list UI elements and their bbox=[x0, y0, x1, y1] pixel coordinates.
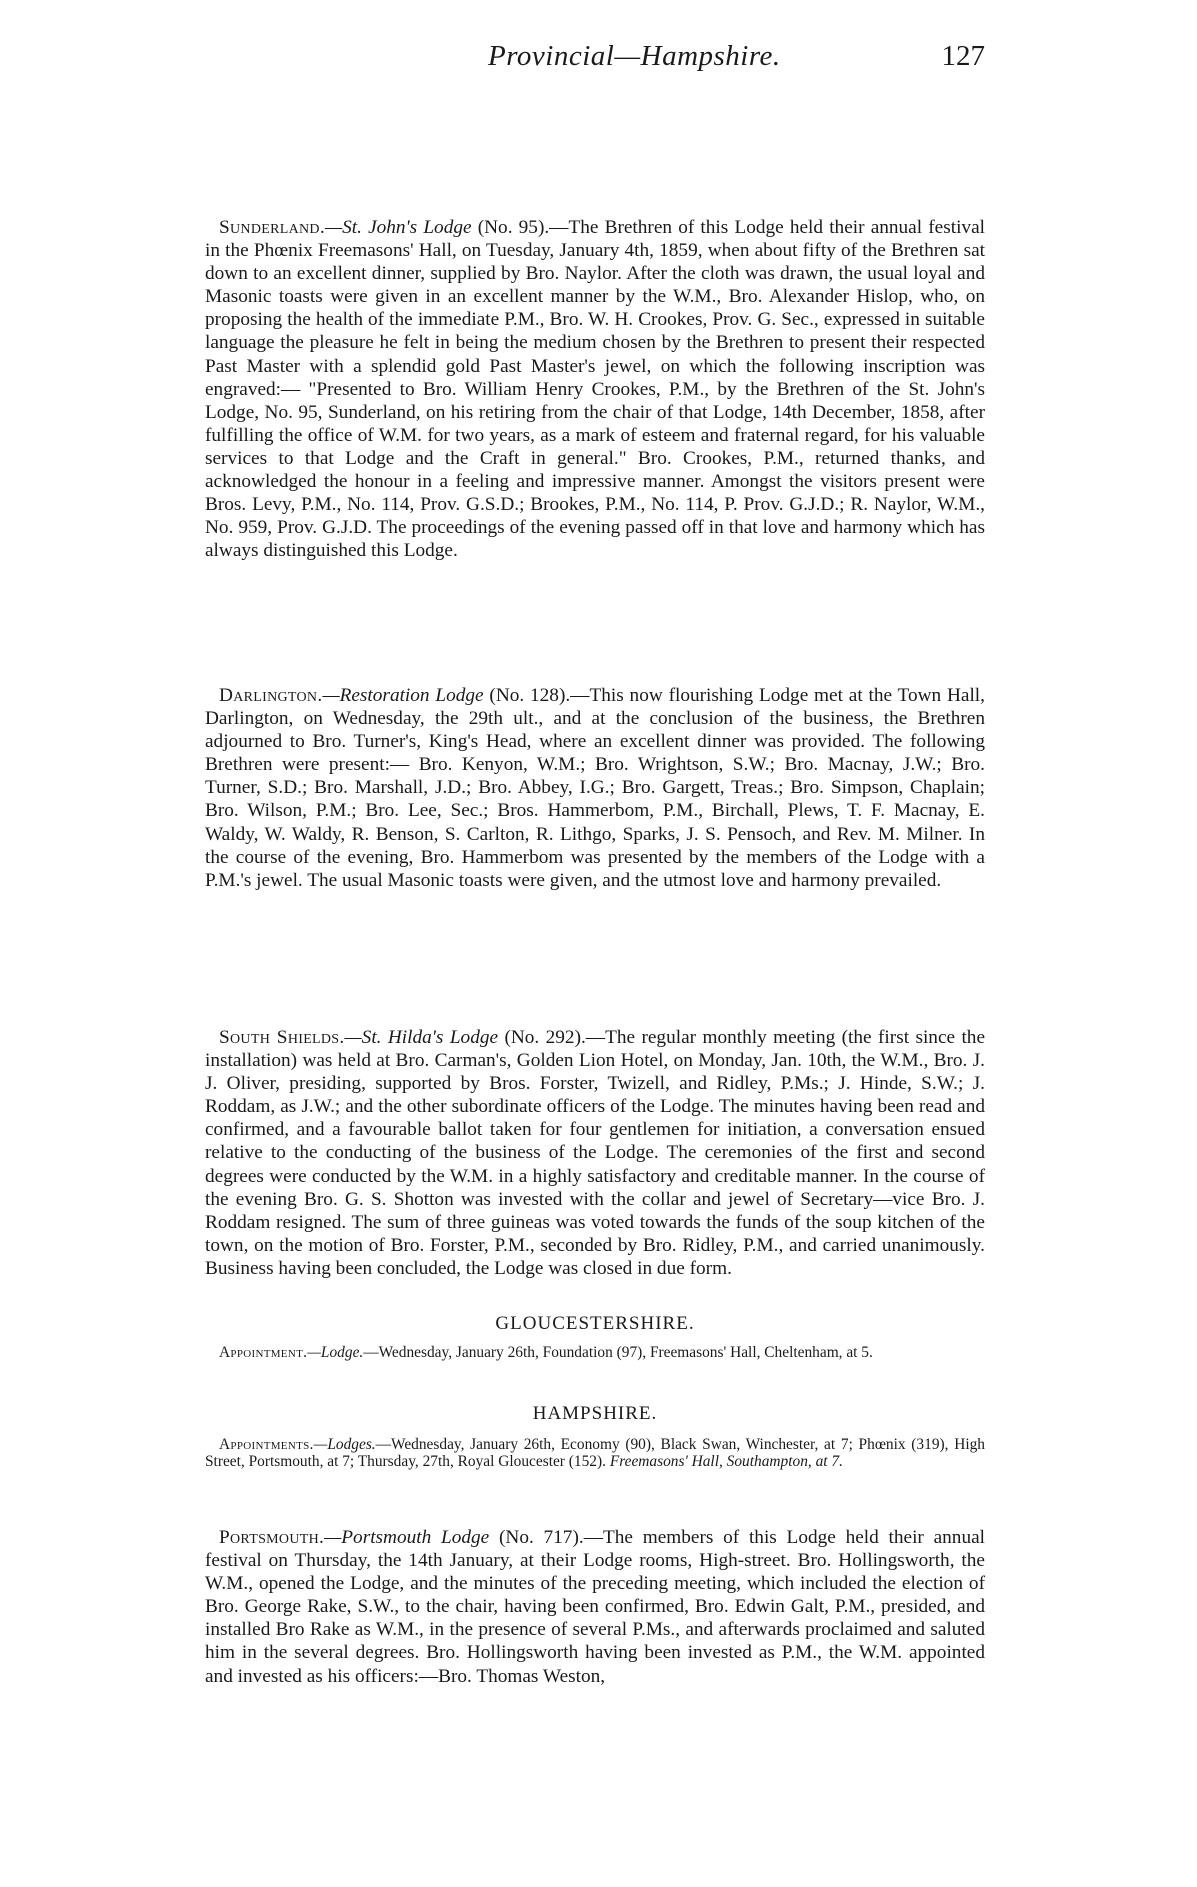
section-heading: HAMPSHIRE. bbox=[532, 1403, 658, 1424]
article-darlington bbox=[205, 684, 985, 892]
section-gloucestershire bbox=[205, 1313, 985, 1335]
paragraph-text: (No. 292).—The regular monthly meeting (the first since the installation) was held at Bro. Carman's, Golden Lion Hotel, on Monday, Jan. 10th, the W.M., Bro. J. J. Oliver, presiding, supported by Bros. Forster, Twizell, and Ridley, P.Ms.; J. Hinde, S.W.; J. Roddam, as J.W.; and the other subordinate officers of the Lodge. The minutes having been read and confirmed, and a favourable ballot taken for four gentlemen for initiation, a conversation ensued relative to the conducting of the business of the Lodge. The ceremonies of the first and second degrees were conducted by the W.M. in a highly satisfactory and creditable manner. In the course of the evening Bro. G. S. Shotton was invested with the collar and jewel of Secretary—vice Bro. J. Roddam resigned. The sum of three guineas was voted towards the funds of the soup kitchen of the town, on the motion of Bro. Forster, P.M., seconded by Bro. Ridley, P.M., and carried unanimously. Business having been concluded, the Lodge was closed in due form. bbox=[205, 1027, 986, 1279]
section-hampshire bbox=[205, 1403, 985, 1425]
notice-text: —Wednesday, January 26th, Foundation (97), Freemasons' Hall, Cheltenham, at 5. bbox=[363, 1344, 873, 1361]
lodge-name: —St. Hilda's Lodge bbox=[344, 1027, 499, 1048]
section-heading: GLOUCESTERSHIRE. bbox=[495, 1313, 695, 1334]
appointment-notice bbox=[205, 1436, 985, 1470]
place-name: Portsmouth. bbox=[219, 1527, 325, 1548]
paragraph-sunderland bbox=[205, 216, 985, 562]
place-name: Darlington. bbox=[219, 685, 323, 706]
paragraph-text: (No. 95).—The Brethren of this Lodge held their annual festival in the Phœnix Freemasons' Hall, on Tuesday, January 4th, 1859, when about fifty of the Brethren sat down to an excellent dinner, supplied by Bro. Naylor. After the cloth was drawn, the usual loyal and Masonic toasts were given in an excellent manner by the W.M., Bro. Alexander Hislop, who, on proposing the health of the immediate P.M., Bro. W. H. Crookes, Prov. G. Sec., expressed in suitable language the pleasure he felt in being the medium chosen by the Brethren to present their respected Past Master with a splendid gold Past Master's jewel, on which the following inscription was engraved:— "Presented to Bro. William Henry Crookes, P.M., by the Brethren of the St. John's Lodge, No. 95, Sunderland, on his retiring from the chair of that Lodge, 14th December, 1858, after fulfilling the office of W.M. for two years, as a mark of esteem and fraternal regard, for his valuable services to that Lodge and the Craft in general." Bro. Crookes, P.M., returned thanks, and acknowledged the honour in a feeling and impressive manner. Amongst the visitors present were Bros. Levy, P.M., No. 114, Prov. G.S.D.; Brookes, P.M., No. 114, P. Prov. G.J.D.; R. Naylor, W.M., No. 959, Prov. G.J.D. The proceedings of the evening passed off in that love and harmony which has always distinguished this Lodge. bbox=[205, 217, 985, 562]
page-number: 127 bbox=[941, 40, 985, 72]
paragraph-text: (No. 717).—The members of this Lodge held their annual festival on Thursday, the 14th January, at their Lodge rooms, High-street. Bro. Hollingsworth, the W.M., opened the Lodge, and the minutes of the preceding meeting, which included the election of Bro. George Rake, S.W., to the chair, having been confirmed, Bro. Edwin Galt, P.M., presided, and installed Bro Rake as W.M., in the presence of several P.Ms., and afterwards proclaimed and saluted him in the several degrees. Bro. Hollingsworth having been invested as P.M., the W.M. appointed and invested as his officers:—Bro. Thomas Weston, bbox=[205, 1527, 986, 1687]
notice-lodge: —Lodge. bbox=[307, 1344, 364, 1361]
article-sunderland bbox=[205, 216, 985, 562]
lodge-name: —Restoration Lodge bbox=[322, 685, 484, 706]
article-portsmouth bbox=[205, 1526, 985, 1688]
place-name: Sunderland. bbox=[219, 217, 325, 238]
notice-text: —Wednesday, January 26th, Economy (90), Black Swan, Winchester, at 7; Phœnix (319), High Street, Portsmouth, at 7; Thursday, 27th, Royal Gloucester (152). bbox=[205, 1436, 985, 1470]
lodge-name: —St. John's Lodge bbox=[324, 217, 472, 238]
notice-label: Appointments. bbox=[219, 1436, 314, 1453]
page-header bbox=[205, 40, 985, 80]
lodge-name: —Portsmouth Lodge bbox=[324, 1527, 490, 1548]
notice-hampshire bbox=[205, 1436, 985, 1470]
notice-lodge: —Lodges. bbox=[313, 1436, 376, 1453]
article-south-shields bbox=[205, 1026, 985, 1280]
paragraph-darlington bbox=[205, 684, 985, 892]
running-head: Provincial—Hampshire. bbox=[488, 40, 781, 72]
notice-gloucestershire bbox=[205, 1344, 985, 1361]
notice-label: Appointment. bbox=[219, 1344, 308, 1361]
place-name: South Shields. bbox=[219, 1027, 345, 1048]
notice-tail: Freemasons' Hall, Southampton, at 7. bbox=[609, 1453, 843, 1470]
appointment-notice bbox=[205, 1344, 985, 1361]
paragraph-portsmouth bbox=[205, 1526, 985, 1688]
paragraph-text: (No. 128).—This now flourishing Lodge met at the Town Hall, Darlington, on Wednesday, the 29th ult., and at the conclusion of the business, the Brethren adjourned to Bro. Turner's, King's Head, where an excellent dinner was provided. The following Brethren were present:— Bro. Kenyon, W.M.; Bro. Wrightson, S.W.; Bro. Macnay, J.W.; Bro. Turner, S.D.; Bro. Marshall, J.D.; Bro. Abbey, I.G.; Bro. Gargett, Treas.; Bro. Simpson, Chaplain; Bro. Wilson, P.M.; Bro. Lee, Sec.; Bros. Hammerbom, P.M., Birchall, Plews, T. F. Macnay, E. Waldy, W. Waldy, R. Benson, S. Carlton, R. Lithgo, Sparks, J. S. Pensoch, and Rev. M. Milner. In the course of the evening, Bro. Hammerbom was presented by the members of the Lodge with a P.M.'s jewel. The usual Masonic toasts were given, and the utmost love and harmony prevailed. bbox=[205, 685, 985, 891]
paragraph-south-shields bbox=[205, 1026, 985, 1280]
